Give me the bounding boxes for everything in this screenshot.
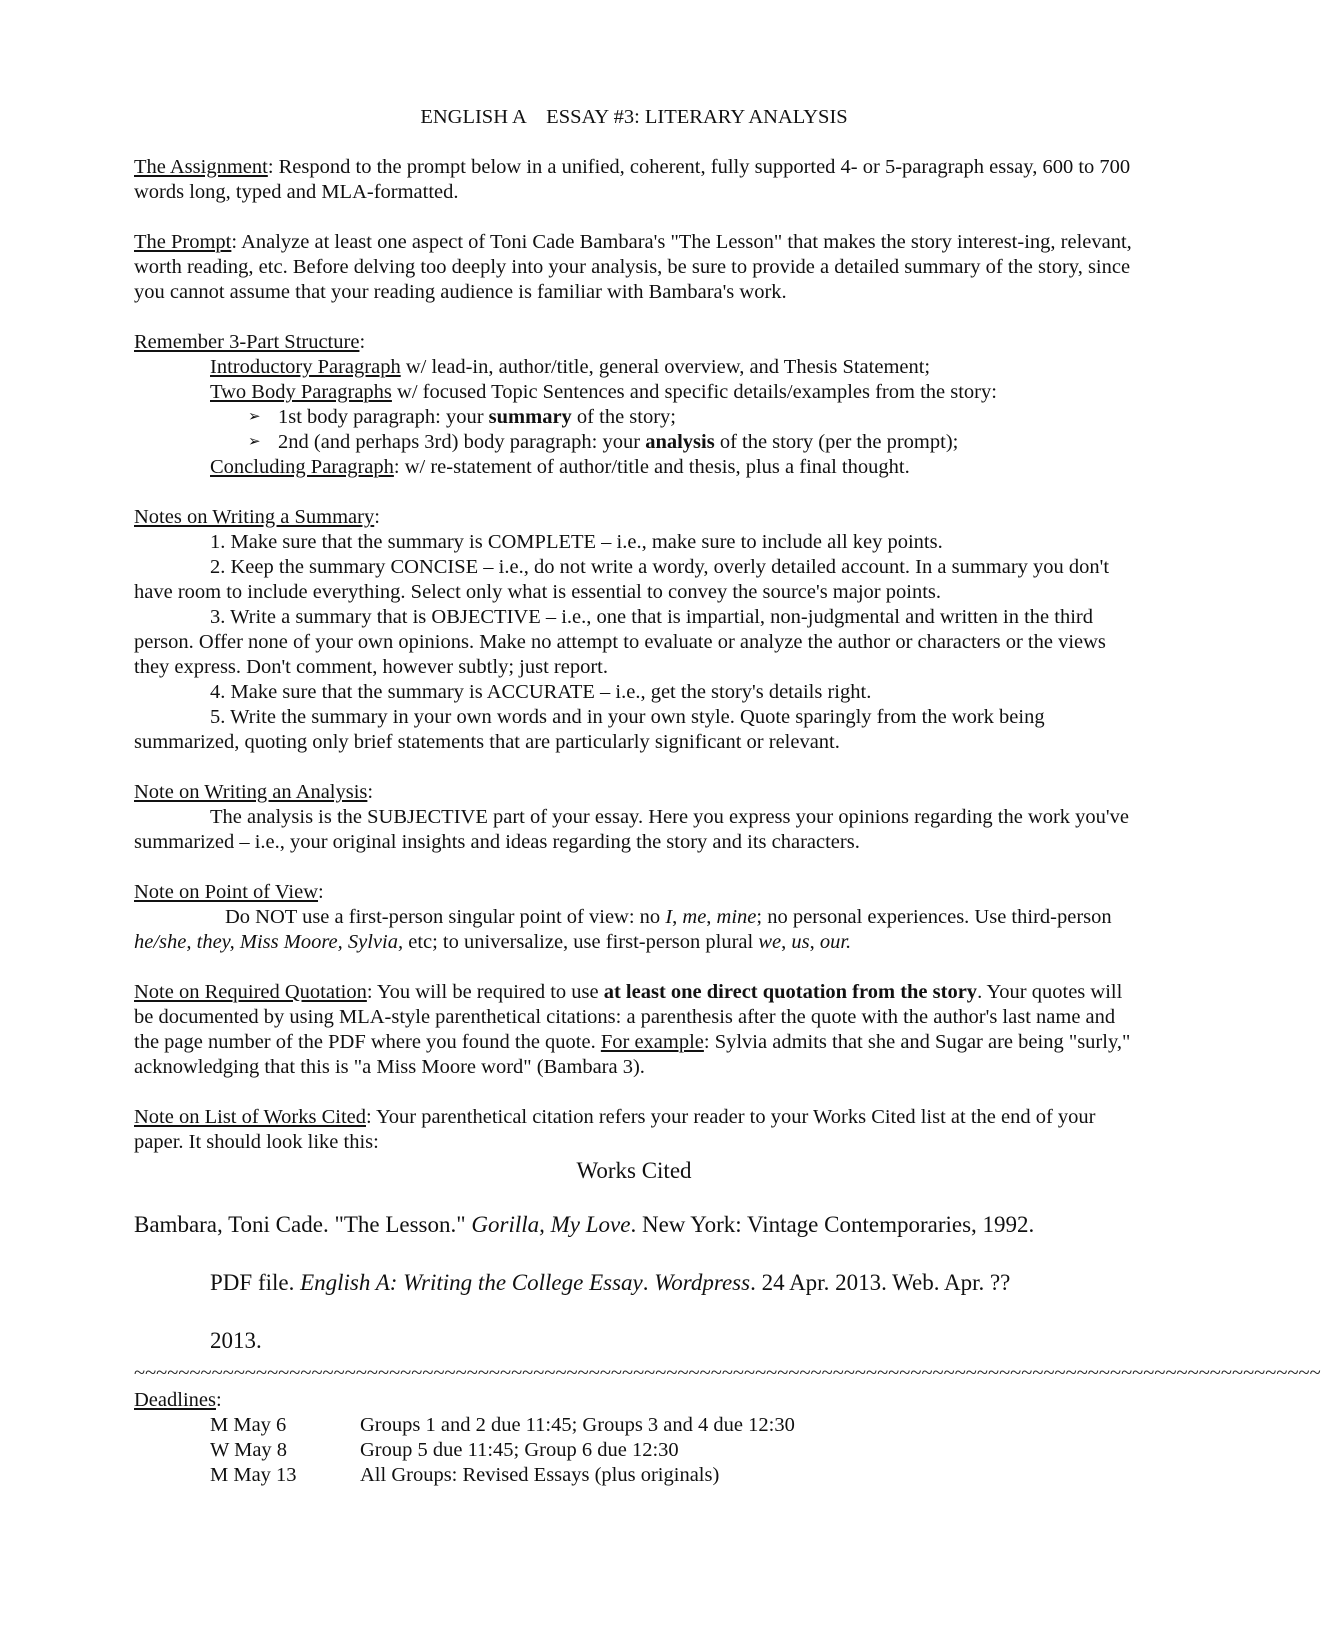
arrow-bullet-icon: ➢ [248, 434, 261, 450]
analysis-note-text: The analysis is the SUBJECTIVE part of your essay. Here you express your opinions regarding the work you've summarized – i.e., your original insights and ideas regarding the story and its characters. [134, 806, 1129, 853]
deadline-desc: All Groups: Revised Essays (plus originals) [360, 1464, 720, 1486]
list-item: 5. Write the summary in your own words and in your own style. Quote sparingly from the work being summarized, quoting only brief statements that are particularly significant or relevant. [134, 706, 1045, 753]
deadlines-section [134, 1388, 1134, 1488]
list-item: 1. Make sure that the summary is COMPLETE – i.e., make sure to include all key points. [210, 531, 943, 553]
list-item: 4. Make sure that the summary is ACCURATE – i.e., get the story's details right. [210, 681, 872, 703]
list-item: 3. Write a summary that is OBJECTIVE – i.e., one that is impartial, non-judgmental and written in the third person. Offer none of your own opinions. Make no attempt to evaluate or analyze the author or characters or the views they express. Don't comment, however subtly; just report. [134, 606, 1106, 678]
list-item: ➢ 2nd (and perhaps 3rd) body paragraph: your analysis of the story (per the prompt); [248, 431, 959, 453]
prompt-label: The Prompt [134, 231, 232, 253]
deadline-row [134, 1463, 1134, 1488]
pov-note-heading: Note on Point of View: [134, 881, 324, 903]
structure-body: Two Body Paragraphs w/ focused Topic Sentences and specific details/examples from the story: [210, 381, 997, 403]
pov-note-text: Do NOT use a first-person singular point of view: no I, me, mine; no personal experiences. Use third-person he/she, they, Miss Moore, Sylvia, etc; to universalize, use first-person plural we, us, our. [134, 906, 1112, 953]
structure-intro: Introductory Paragraph w/ lead-in, author/title, general overview, and Thesis Statement; [210, 356, 931, 378]
body-label: Two Body Paragraphs [210, 381, 392, 403]
conclusion-label: Concluding Paragraph [210, 456, 394, 478]
list-item: ➢ 1st body paragraph: your summary of the story; [248, 406, 676, 428]
assignment-section [134, 155, 1134, 205]
structure-heading: Remember 3-Part Structure: [134, 331, 366, 353]
prompt-text: : Analyze at least one aspect of Toni Cade Bambara's "The Lesson" that makes the story interest-ing, relevant, worth reading, etc. Before delving too deeply into your analysis, be sure to provide a detailed summary of the story, since you cannot assume that your reading audience is familiar with Bambara's work. [134, 231, 1132, 303]
document-body [134, 105, 1321, 1488]
works-cited-heading: Works Cited [576, 1158, 692, 1183]
works-cited-entry: Bambara, Toni Cade. "The Lesson." Gorilla, My Love. New York: Vintage Contemporaries, 1992. PDF file. English A: Writing the College Essay. Wordpress. 24 Apr. 2013. Web. Apr. ?? 2013. [134, 1212, 1035, 1353]
tilde-divider: ~~~~~~~~~~~~~~~~~~~~~~~~~~~~~~~~~~~~~~~~~~~~~~~~~~~~~~~~~~~~~~~~~~~~~~~~~~~~~~~~~~~~~~~~~~~~~~~~~~~~~~~~~~~ [134, 1362, 1321, 1384]
prompt-section [134, 230, 1134, 305]
deadline-row [134, 1438, 1134, 1463]
deadlines-heading: Deadlines: [134, 1389, 222, 1411]
summary-notes-heading: Notes on Writing a Summary: [134, 506, 380, 528]
assignment-text: : Respond to the prompt below in a unified, coherent, fully supported 4- or 5-paragraph essay, 600 to 700 words long, typed and MLA-formatted. [134, 156, 1131, 203]
deadline-row [134, 1413, 1134, 1438]
intro-label: Introductory Paragraph [210, 356, 401, 378]
arrow-bullet-icon: ➢ [248, 409, 261, 425]
structure-section [134, 330, 1134, 480]
assignment-label: The Assignment [134, 156, 268, 178]
deadline-date: W May 8 [210, 1439, 288, 1461]
pov-note-section [134, 880, 1134, 955]
structure-label: Remember 3-Part Structure [134, 331, 360, 353]
analysis-note-heading: Note on Writing an Analysis: [134, 781, 374, 803]
summary-notes-section [134, 505, 1134, 755]
deadline-date: M May 13 [210, 1464, 297, 1486]
list-item: 2. Keep the summary CONCISE – i.e., do not write a wordy, overly detailed account. In a summary you don't have room to include everything. Select only what is essential to convey the source's major points. [134, 556, 1110, 603]
deadline-desc: Groups 1 and 2 due 11:45; Groups 3 and 4 due 12:30 [360, 1414, 795, 1436]
analysis-note-section [134, 780, 1134, 855]
quotation-note-section: Note on Required Quotation: You will be required to use at least one direct quotation from the story. Your quotes will be documented by using MLA-style parenthetical citations: a parenthesis after the quote with the author's last name and the page number of the PDF where you found the quote. For example: Sylvia admits that she and Sugar are being "surly," acknowledging that this is "a Miss Moore word" (Bambara 3). [134, 981, 1131, 1078]
deadline-desc: Group 5 due 11:45; Group 6 due 12:30 [360, 1439, 679, 1461]
page-title: ENGLISH A ESSAY #3: LITERARY ANALYSIS [420, 106, 848, 128]
works-cited-note: Note on List of Works Cited: Your parenthetical citation refers your reader to your Works Cited list at the end of your paper. It should look like this: [134, 1106, 1096, 1153]
structure-conclusion: Concluding Paragraph: w/ re-statement of author/title and thesis, plus a final thought. [210, 456, 910, 478]
deadline-date: M May 6 [210, 1414, 287, 1436]
